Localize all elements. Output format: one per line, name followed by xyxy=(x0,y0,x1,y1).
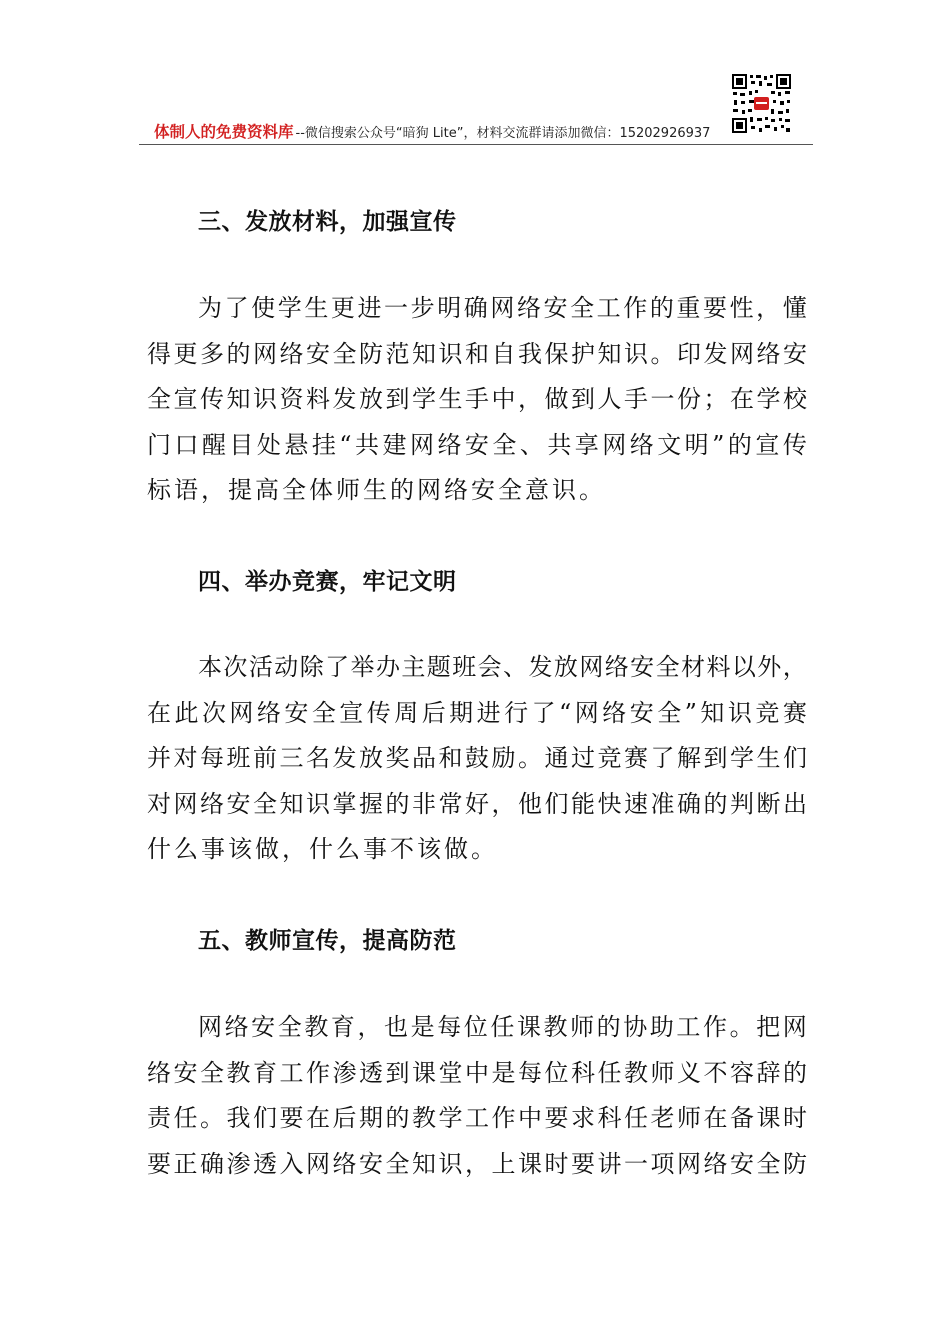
text-line: 全 宣 传 知 识 资 料 发 放 到 学 生 手 中 ， 做 到 人 手 一 份 ； 在 学 校 xyxy=(147,385,807,413)
text-line: 对 网 络 安 全 知 识 掌 握 的 非 常 好 ， 他 们 能 快 速 准 确 的 判 断 出 xyxy=(147,789,807,818)
text-line: 为 了 使 学 生 更 进 一 步 明 确 网 络 安 全 工 作 的 重 要 性 ， 懂 xyxy=(198,294,807,322)
header-text xyxy=(154,120,710,142)
header-divider xyxy=(139,144,813,145)
paragraph xyxy=(147,286,807,514)
text-line: 责 任 。 我 们 要 在 后 期 的 教 学 工 作 中 要 求 科 任 老 师 在 备 课 时 xyxy=(147,1104,807,1132)
text-line: 什么事该做，什么事不该做。 xyxy=(147,835,498,863)
text-line: 门 口 醒 目 处 悬 挂 “ 共 建 网 络 安 全 、 共 享 网 络 文 明 ” 的 宣 传 xyxy=(147,430,807,459)
text-line: 得 更 多 的 网 络 安 全 防 范 知 识 和 自 我 保 护 知 识 。 印 发 网 络 安 xyxy=(147,339,807,368)
section-heading: 三、发放材料，加强宣传 xyxy=(198,209,457,235)
text-line: 在 此 次 网 络 安 全 宣 传 周 后 期 进 行 了 “ 网 络 安 全 ” 知 识 竞 赛 xyxy=(147,698,807,727)
text-line: 络 安 全 教 育 工 作 渗 透 到 课 堂 中 是 每 位 科 任 教 师 义 不 容 辞 的 xyxy=(147,1058,807,1087)
text-line: 本 次 活 动 除 了 举 办 主 题 班 会 、 发 放 网 络 安 全 材 料 以 外 ， xyxy=(198,653,807,681)
header-tagline: --微信搜索公众号“暗狗 Lite”，材料交流群请添加微信：15202926937 xyxy=(295,126,711,141)
paragraph xyxy=(147,645,807,873)
text-line: 要 正 确 渗 透 入 网 络 安 全 知 识 ， 上 课 时 要 讲 一 项 网 络 安 全 防 xyxy=(147,1149,807,1178)
section-heading: 四、举办竞赛，牢记文明 xyxy=(198,569,457,595)
text-line: 标语，提高全体师生的网络安全意识。 xyxy=(147,476,606,504)
qr-code-icon xyxy=(731,73,792,134)
section-heading: 五、教师宣传，提高防范 xyxy=(198,928,457,954)
text-line: 网 络 安 全 教 育 ， 也 是 每 位 任 课 教 师 的 协 助 工 作 。 把 网 xyxy=(198,1013,807,1041)
text-line: 并 对 每 班 前 三 名 发 放 奖 品 和 鼓 励 。 通 过 竞 赛 了 解 到 学 生 们 xyxy=(147,744,807,772)
brand-name: 体制人的免费资料库 xyxy=(154,123,294,141)
paragraph xyxy=(147,1005,807,1187)
